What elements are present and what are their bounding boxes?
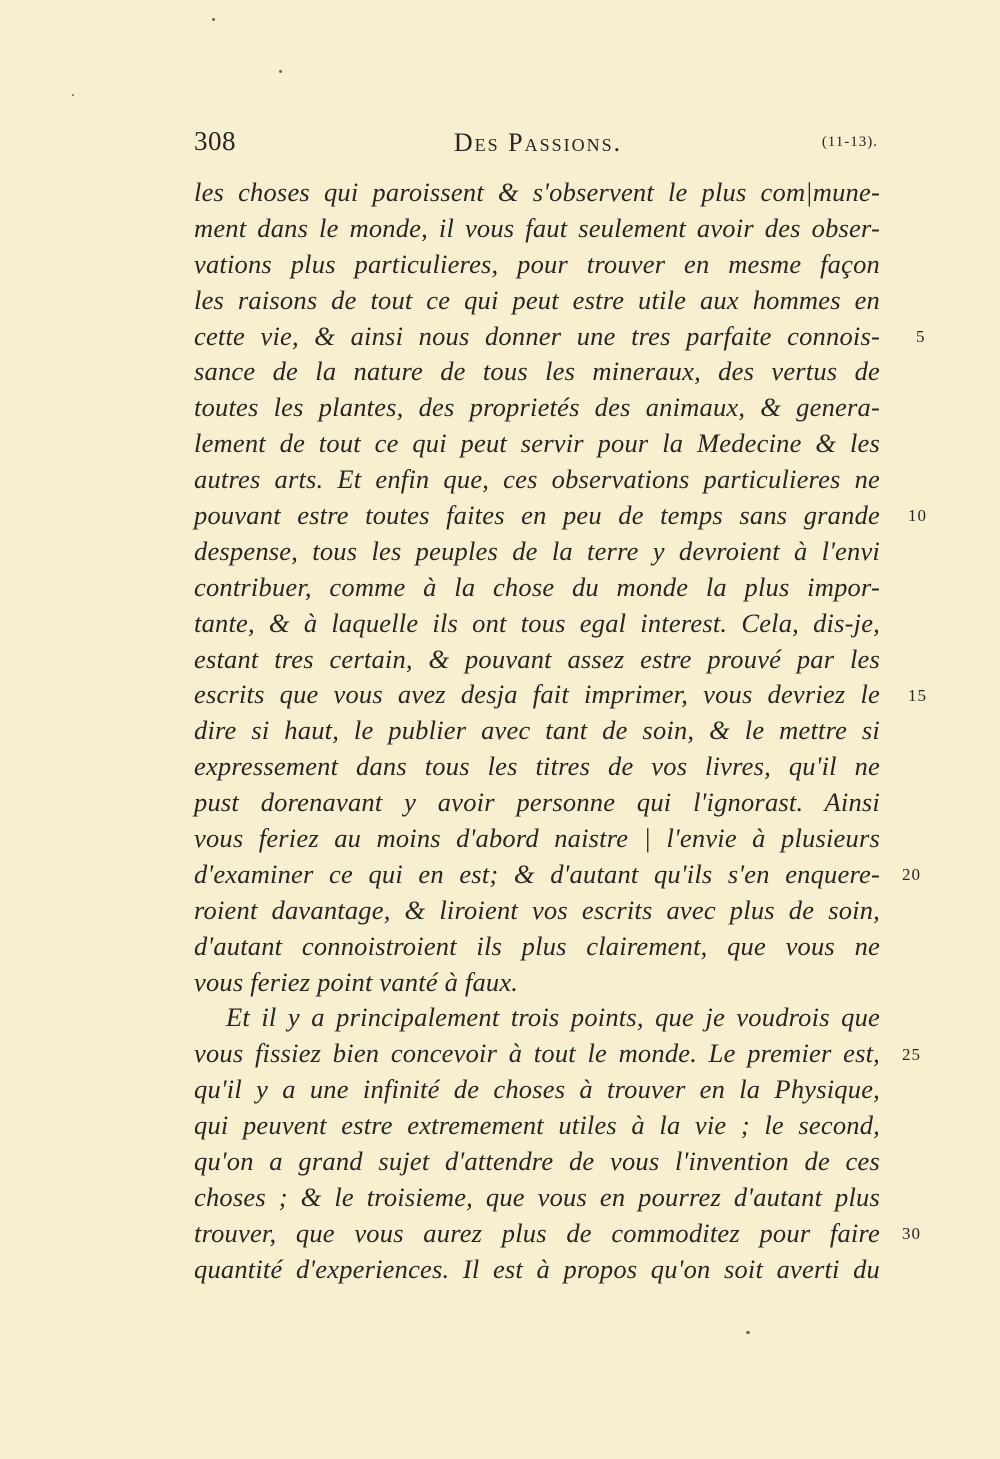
text-line: tante, & à laquelle ils ont tous egal interest. Cela, dis-je, bbox=[194, 607, 880, 638]
page-header bbox=[194, 124, 882, 164]
text-line: autres arts. Et enfin que, ces observations particulieres ne bbox=[194, 464, 880, 495]
text-line: d'autant connoistroient ils plus clairement, que vous ne bbox=[194, 930, 880, 961]
text-line: contribuer, comme à la chose du monde la plus impor- bbox=[194, 571, 880, 602]
text-line: qu'on a grand sujet d'attendre de vous l'invention de ces bbox=[194, 1146, 880, 1177]
text-line: despense, tous les peuples de la terre y devroient à l'envi bbox=[194, 535, 880, 566]
text-line: sance de la nature de tous les mineraux, des vertus de bbox=[194, 356, 880, 387]
text-line: qui peuvent estre extremement utiles à la vie ; le second, bbox=[194, 1110, 880, 1141]
text-line: toutes les plantes, des proprietés des animaux, & genera- bbox=[194, 392, 880, 423]
text-line: d'examiner ce qui en est; & d'autant qu'ils s'en enquere- bbox=[194, 858, 880, 889]
text-line: les choses qui paroissent & s'observent le plus com|mune- bbox=[194, 177, 880, 207]
text-line: Et il y a principalement trois points, que je voudrois que bbox=[226, 1002, 880, 1033]
text-line: vous fissiez bien concevoir à tout le monde. Le premier est, bbox=[194, 1038, 880, 1069]
text-line: vous feriez au moins d'abord naistre | l'envie à plusieurs bbox=[194, 823, 880, 854]
line-number: 15 bbox=[908, 685, 927, 705]
dust-speck bbox=[746, 1331, 750, 1334]
text-line: pouvant estre toutes faites en peu de temps sans grande bbox=[194, 500, 880, 531]
article-reference: (11-13). bbox=[821, 134, 878, 150]
text-line: qu'il y a une infinité de choses à trouver en la Physique, bbox=[194, 1074, 880, 1105]
text-line: roient davantage, & liroient vos escrits avec plus de soin, bbox=[194, 894, 880, 925]
text-line: vations plus particulieres, pour trouver en mesme façon bbox=[194, 248, 880, 279]
body-text bbox=[194, 175, 880, 1288]
dust-speck bbox=[72, 94, 74, 96]
text-line: vous feriez point vanté à faux. bbox=[194, 966, 519, 997]
line-number: 30 bbox=[902, 1224, 921, 1244]
text-line: les raisons de tout ce qui peut estre utile aux hommes en bbox=[194, 284, 880, 315]
text-line: quantité d'experiences. Il est à propos qu'on soit averti du bbox=[194, 1253, 880, 1284]
dust-speck bbox=[279, 70, 282, 73]
text-line: ment dans le monde, il vous faut seulement avoir des obser- bbox=[194, 212, 880, 243]
text-line: cette vie, & ainsi nous donner une tres parfaite connois- bbox=[194, 320, 880, 351]
line-number: 5 bbox=[916, 326, 926, 346]
text-line: dire si haut, le publier avec tant de soin, & le mettre si bbox=[194, 715, 880, 746]
text-line: lement de tout ce qui peut servir pour la Medecine & les bbox=[194, 428, 880, 459]
text-line: choses ; & le troisieme, que vous en pourrez d'autant plus bbox=[194, 1181, 880, 1212]
page-number: 308 bbox=[194, 126, 236, 156]
text-line: expressement dans tous les titres de vos livres, qu'il ne bbox=[194, 751, 880, 782]
dust-speck bbox=[212, 18, 215, 21]
line-number: 10 bbox=[908, 506, 927, 526]
running-title: Des Passions. bbox=[453, 128, 623, 157]
text-line: estant tres certain, & pouvant assez estre prouvé par les bbox=[194, 643, 880, 674]
line-number: 25 bbox=[902, 1044, 921, 1064]
text-line: escrits que vous avez desja fait imprimer, vous devriez le bbox=[194, 679, 880, 710]
line-number: 20 bbox=[902, 865, 921, 885]
text-line: trouver, que vous aurez plus de commoditez pour faire bbox=[194, 1217, 880, 1248]
text-line: pust dorenavant y avoir personne qui l'ignorast. Ainsi bbox=[194, 787, 880, 818]
